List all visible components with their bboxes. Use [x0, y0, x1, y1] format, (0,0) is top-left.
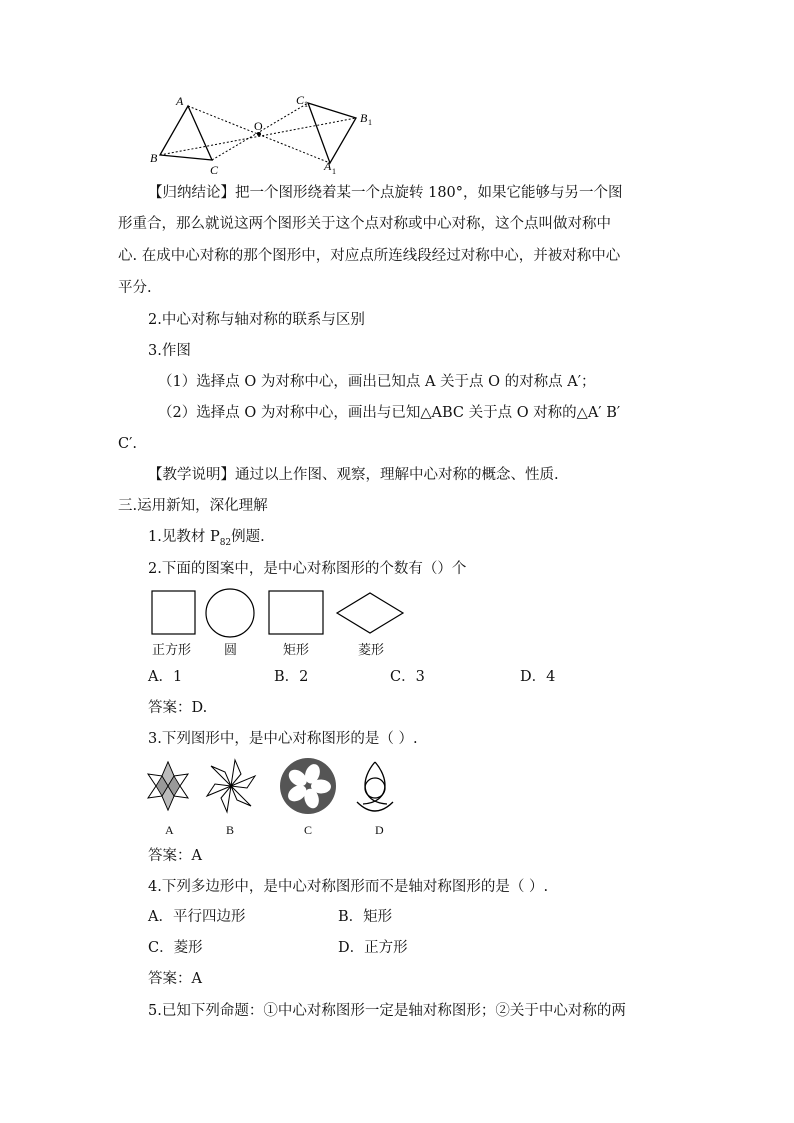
central-symmetry-figure [148, 90, 388, 180]
q2-shape-label-2: 矩形 [283, 642, 310, 657]
conclusion-line-4: 平分. [118, 280, 152, 296]
q4-option-d: D．正方形 [338, 940, 408, 956]
triangle-abc [160, 106, 212, 160]
q2-shape-label-0: 正方形 [152, 642, 192, 657]
q2: 2.下面的图案中，是中心对称图形的个数有（）个 [148, 561, 467, 577]
conclusion-line-3: 心. 在成中心对称的那个图形中，对应点所连线段经过对称中心，并被对称中心 [118, 248, 621, 264]
q4-option-b: B．矩形 [338, 909, 393, 925]
figure-d-knot [357, 762, 393, 811]
label-a1-sub: 1 [332, 167, 336, 176]
draw-step-2: （2）选择点 O 为对称中心，画出与已知△ABC 关于点 O 对称的△A′ B′ [158, 405, 621, 421]
conclusion-line-1 [148, 183, 623, 203]
label-a1: A [324, 159, 332, 173]
q3-label-b: B [226, 823, 235, 837]
label-o: O [254, 119, 263, 133]
q3-label-d: D [375, 823, 384, 837]
q2-answer: 答案：D. [148, 700, 208, 716]
q1-suffix: 例题. [231, 529, 265, 545]
q4-option-a: A．平行四边形 [148, 909, 246, 925]
q2-option-c: C．3 [390, 669, 425, 685]
label-a: A [176, 94, 184, 108]
q4-option-c: C．菱形 [148, 940, 203, 956]
square-shape [152, 591, 195, 634]
figure-c-flower [280, 758, 336, 814]
q3-label-a: A [165, 823, 174, 837]
figure-a-star [148, 762, 188, 810]
conclusion-line-2: 形重合，那么就说这两个图形关于这个点对称或中心对称，这个点叫做对称中 [118, 216, 611, 232]
teaching-note [148, 465, 559, 485]
q2-option-b: B．2 [274, 669, 309, 685]
circle-shape [206, 589, 254, 637]
teaching-text: 通过以上作图、观察，理解中心对称的概念、性质. [235, 467, 559, 483]
conclusion-tag: 【归纳结论】 [148, 185, 235, 201]
q4: 4.下列多边形中，是中心对称图形而不是轴对称图形的是（ ）. [148, 879, 549, 895]
label-b1: B [360, 111, 368, 125]
q1-page-sub: 82 [219, 537, 232, 548]
rectangle-shape [269, 591, 323, 634]
q1 [148, 527, 265, 553]
label-b: B [150, 151, 158, 165]
q2-shapes [148, 588, 408, 640]
q3-label-c: C [304, 823, 313, 837]
teaching-tag: 【教学说明】 [148, 467, 235, 483]
label-c1-sub: 1 [304, 100, 308, 109]
q3-answer: 答案：A [148, 848, 202, 864]
item-3: 3.作图 [148, 343, 191, 359]
rhombus-shape [337, 593, 403, 633]
triangle-a1b1c1 [308, 103, 356, 163]
label-c: C [210, 163, 219, 177]
q3: 3.下列图形中，是中心对称图形的是（ ）. [148, 731, 418, 747]
q2-option-a: A．1 [148, 669, 183, 685]
q2-option-d: D．4 [520, 669, 556, 685]
q3-figures [146, 758, 396, 820]
figure-b-pinwheel [207, 760, 255, 812]
q1-prefix: 1.见教材 P [148, 529, 220, 545]
section-3-heading: 三.运用新知，深化理解 [118, 498, 268, 514]
q4-answer: 答案：A [148, 971, 202, 987]
draw-step-1: （1）选择点 O 为对称中心，画出已知点 A 关于点 O 的对称点 A′； [158, 374, 596, 390]
label-c1: C [296, 93, 305, 107]
item-2: 2.中心对称与轴对称的联系与区别 [148, 312, 365, 328]
q2-shape-label-1: 圆 [224, 642, 238, 657]
draw-step-2-cont: C′. [118, 436, 137, 452]
q2-shape-label-3: 菱形 [358, 642, 385, 657]
q5: 5.已知下列命题：①中心对称图形一定是轴对称图形；②关于中心对称的两 [148, 1003, 626, 1019]
label-b1-sub: 1 [368, 118, 372, 127]
conclusion-text-1: 把一个图形绕着某一个点旋转 180°，如果它能够与另一个图 [235, 185, 623, 201]
